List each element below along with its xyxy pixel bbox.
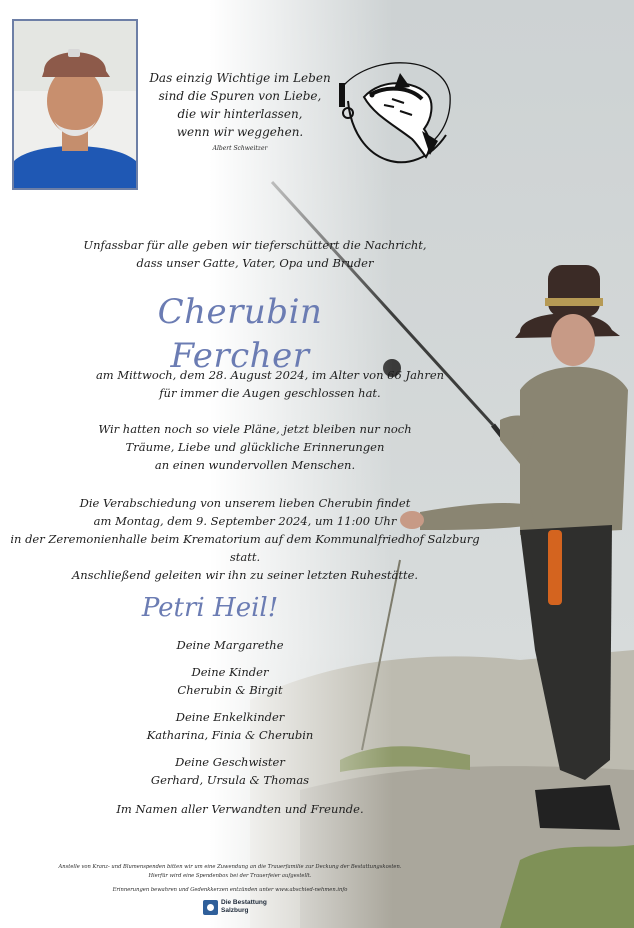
wife-name: Deine Margarethe [176, 638, 284, 652]
donation-line: Hierfür wird eine Spendenbox bei der Trauerfeier aufgestellt. [148, 873, 312, 879]
logo-line-2: Salzburg [221, 907, 249, 914]
children-names: Cherubin & Birgit [177, 683, 283, 697]
closing-line: Im Namen aller Verwandten und Freunde. [116, 802, 364, 816]
announcement-intro [60, 236, 450, 272]
quote-line: sind die Spuren von Liebe, [158, 89, 322, 103]
family-group-wife [110, 636, 350, 654]
quote-line: die wir hinterlassen, [177, 107, 303, 121]
family-group-siblings [110, 753, 350, 789]
family-group-children [110, 663, 350, 699]
logo-line-1: Die Bestattung [221, 899, 267, 906]
death-notice-line: am Mittwoch, dem 28. August 2024, im Alter von 66 Jahren [95, 368, 445, 382]
deceased-name: Cherubin Fercher [157, 292, 323, 376]
remembrance-text [60, 420, 450, 474]
death-notice [60, 366, 480, 402]
siblings-names: Gerhard, Ursula & Thomas [150, 773, 310, 787]
death-notice-line: für immer die Augen geschlossen hat. [159, 386, 381, 400]
bestattung-logo-icon [203, 900, 218, 915]
motto-heading: Petri Heil! [141, 593, 279, 623]
memorial-quote [140, 69, 340, 154]
quote-author: Albert Schweitzer [212, 145, 268, 152]
grandchildren-names: Katharina, Finia & Cherubin [146, 728, 314, 742]
donation-notice [20, 863, 440, 881]
portrait-photo [12, 19, 138, 190]
family-list [110, 636, 350, 798]
donation-line: Anstelle von Kranz- und Blumenspenden bitten wir um eine Zuwendung an die Trauerfamilie zur Deckung der Bestattungskosten. [58, 864, 402, 870]
ceremony-details [10, 494, 480, 584]
bestattung-logo [203, 899, 283, 917]
ceremony-line: in der Zeremonienhalle beim Krematorium auf dem Kommunalfriedhof Salzburg statt. [10, 532, 480, 564]
intro-line: Unfassbar für alle geben wir tieferschüttert die Nachricht, [83, 238, 427, 252]
children-label: Deine Kinder [191, 665, 269, 679]
siblings-label: Deine Geschwister [175, 755, 285, 769]
remembrance-line: Träume, Liebe und glückliche Erinnerungen [125, 440, 385, 454]
quote-line: Das einzig Wichtige im Leben [149, 71, 331, 85]
logo-text [221, 899, 267, 915]
intro-line: dass unser Gatte, Vater, Opa und Bruder [136, 256, 374, 270]
quote-line: wenn wir weggehen. [176, 125, 304, 139]
ceremony-line: Anschließend geleiten wir ihn zu seiner letzten Ruhestätte. [71, 568, 419, 582]
memorial-website-note: Erinnerungen bewahren und Gedenkkerzen entzünden unter www.abschied-nehmen.info [112, 887, 348, 893]
family-group-grandchildren [110, 708, 350, 744]
ceremony-line: am Montag, dem 9. September 2024, um 11:00 Uhr [93, 514, 397, 528]
grandchildren-label: Deine Enkelkinder [175, 710, 285, 724]
ceremony-line: Die Verabschiedung von unserem lieben Cherubin findet [79, 496, 411, 510]
remembrance-line: an einen wundervollen Menschen. [154, 458, 356, 472]
remembrance-line: Wir hatten noch so viele Pläne, jetzt bleiben nur noch [98, 422, 412, 436]
fish-on-hook-icon [334, 55, 456, 180]
